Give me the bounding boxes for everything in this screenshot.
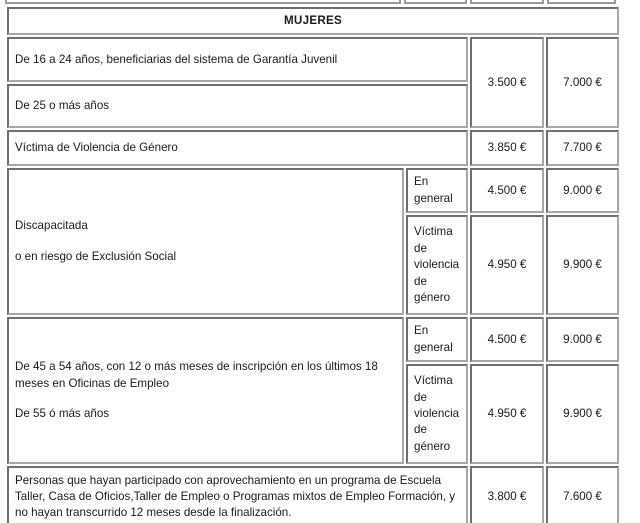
table-row (7, 130, 619, 166)
description-line-1: Discapacitada (15, 219, 88, 233)
cell-value1-discapacitada-general: 4.500 € (470, 168, 544, 213)
description-spacer (15, 235, 396, 249)
cell-sublabel-en-general-discapacitada: En general (406, 168, 468, 213)
cell-value1-victima-violencia-genero: 3.850 € (470, 130, 544, 166)
cell-value1-45-54-general: 4.500 € (470, 317, 544, 362)
clipped-cell-value-1 (470, 0, 543, 4)
cell-value2-victima-violencia-genero: 7.700 € (546, 130, 619, 166)
cell-value2-45-54-general: 9.000 € (546, 317, 619, 362)
cell-description-25-mas: De 25 o más años (7, 84, 468, 128)
cell-value1-escuela-taller: 3.800 € (470, 466, 544, 523)
cell-sublabel-en-general-45-54: En general (406, 317, 468, 362)
cell-sublabel-victima-violencia-genero-discapacitada: Víctima de violencia de género (406, 215, 468, 315)
clipped-cell-description (5, 0, 401, 4)
cell-sublabel-victima-violencia-genero-45-54: Víctima de violencia de género (406, 364, 468, 464)
cell-value2-45-54-victima: 9.900 € (546, 364, 619, 464)
clipped-cell-sublabel (404, 0, 468, 4)
table-row (7, 37, 619, 82)
cell-value2-discapacitada-general: 9.000 € (546, 168, 619, 213)
table-row (7, 168, 619, 213)
cell-description-escuela-taller: Personas que hayan participado con aprovechamiento en un programa de Escuela Taller, Casa de Oficios,Taller de Empleo o Programas mixtos de Empleo Formación, y no hayan transcurrido 12 meses desde la finalización. (7, 466, 468, 523)
cell-description-16-24: De 16 a 24 años, beneficiarias del sistema de Garantía Juvenil (7, 37, 468, 82)
description-line-2: o en riesgo de Exclusión Social (15, 249, 177, 263)
cell-value2-16-24-25mas: 7.000 € (546, 37, 619, 128)
cell-value1-45-54-victima: 4.950 € (470, 364, 544, 464)
cell-description-45-54-y-55-mas (7, 317, 404, 464)
description-line-1: De 45 a 54 años, con 12 o más meses de inscripción en los últimos 18 meses en Oficinas de Empleo (15, 360, 378, 390)
cell-value1-16-24-25mas: 3.500 € (470, 37, 544, 128)
clipped-cell-value-2 (547, 0, 616, 4)
cell-value2-discapacitada-victima: 9.900 € (546, 215, 619, 315)
cell-value2-escuela-taller: 7.600 € (546, 466, 619, 523)
cell-description-victima-violencia-genero: Víctima de Violencia de Género (7, 130, 468, 166)
description-line-2: De 55 ó más años (15, 407, 110, 421)
cell-description-discapacitada (7, 168, 404, 315)
table-title-mujeres: MUJERES (7, 7, 619, 35)
description-spacer (15, 392, 396, 406)
clipped-previous-row (5, 0, 619, 4)
subsidy-amounts-table (5, 5, 621, 523)
table-row (7, 317, 619, 362)
cell-value1-discapacitada-victima: 4.950 € (470, 215, 544, 315)
table-header-row (7, 7, 619, 35)
table-row (7, 466, 619, 523)
